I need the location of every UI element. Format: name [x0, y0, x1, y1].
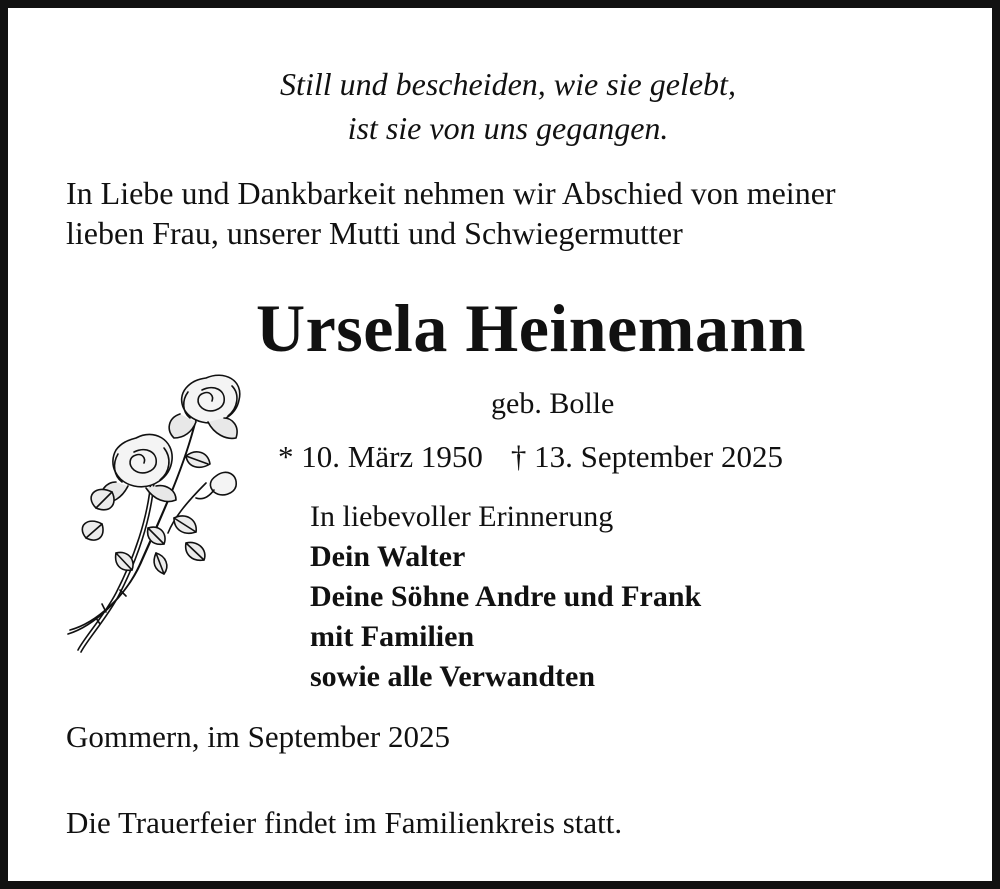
place-date: Gommern, im September 2025: [66, 719, 450, 754]
mourner-line: mit Familien: [310, 620, 475, 653]
deceased-name: Ursela Heinemann: [256, 290, 807, 366]
death-date: † 13. September 2025: [510, 439, 783, 474]
mourner-line: Deine Söhne Andre und Frank: [310, 580, 702, 613]
mourner-line: sowie alle Verwandten: [310, 660, 595, 693]
funeral-note: Die Trauerfeier findet im Familienkreis statt.: [66, 805, 623, 840]
birth-date: * 10. März 1950: [278, 439, 483, 474]
maiden-name: geb. Bolle: [491, 387, 615, 420]
life-dates: [278, 438, 783, 476]
motto-line-1: Still und bescheiden, wie sie gelebt,: [280, 66, 736, 102]
motto-line-2: ist sie von uns gegangen.: [347, 110, 669, 146]
mourner-line: Dein Walter: [310, 540, 466, 573]
roses-illustration-icon: [56, 368, 256, 668]
remembrance-line: In liebevoller Erinnerung: [310, 500, 614, 533]
intro-line-1: In Liebe und Dankbarkeit nehmen wir Abschied von meiner: [66, 175, 836, 211]
intro-line-2: lieben Frau, unserer Mutti und Schwiegermutter: [66, 215, 683, 251]
